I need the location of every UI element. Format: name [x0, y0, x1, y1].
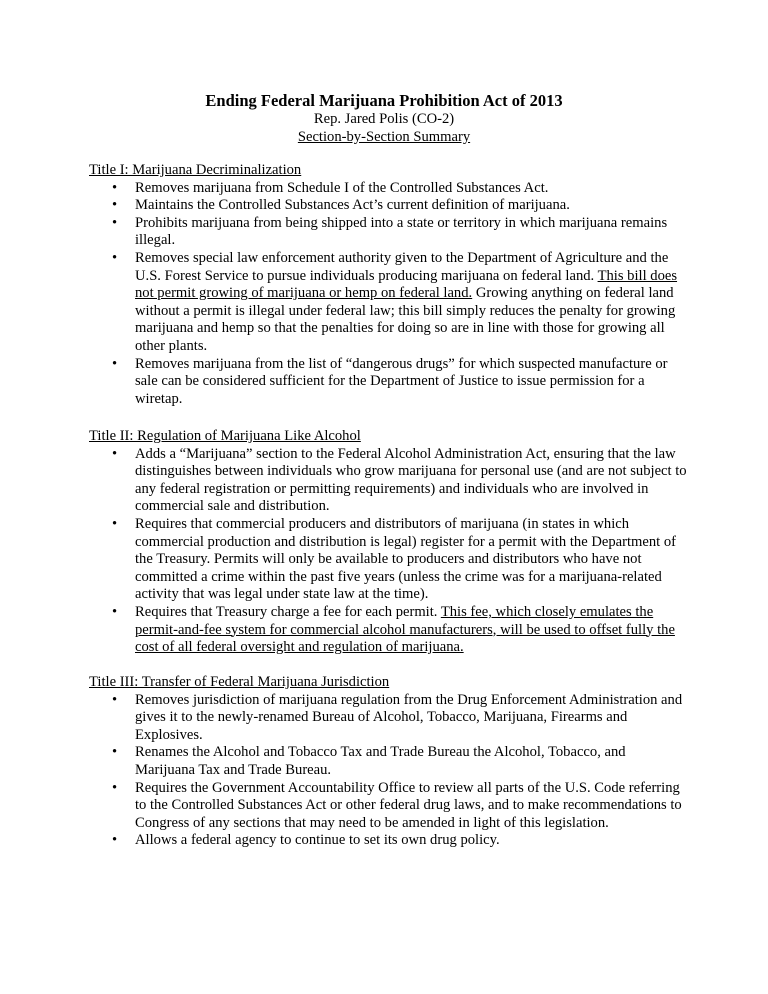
- section-title-3: [89, 674, 689, 850]
- list-item-text: Growing anything on federal land without a permit is illegal under federal law; this bill simply reduces the penalty for growing marijuana and hemp so that the penalties for doing so are in line with those for growing all other plants.: [135, 285, 676, 354]
- list-item-text: Allows a federal agency to continue to set its own drug policy.: [135, 832, 500, 849]
- sponsor-line: Rep. Jared Polis (CO-2): [313, 111, 455, 127]
- list-item-text: Renames the Alcohol and Tobacco Tax and Trade Bureau the Alcohol, Tobacco, and Marijuana Tax and Trade Bureau.: [135, 744, 626, 778]
- list-item-text: Removes marijuana from Schedule I of the Controlled Substances Act.: [135, 179, 549, 196]
- bullet-list: [89, 692, 689, 850]
- list-item: [89, 356, 689, 409]
- list-item: [89, 516, 689, 604]
- list-item: [89, 446, 689, 516]
- list-item: [89, 780, 689, 833]
- bullet-list: [89, 446, 689, 657]
- bullet-list: [89, 180, 689, 409]
- bullet-icon: •: [112, 445, 118, 462]
- list-item: [89, 832, 689, 850]
- underlined-text: This bill does not permit growing of marijuana or hemp on federal land.: [135, 267, 678, 302]
- list-item: [89, 180, 689, 198]
- section-heading: Title III: Transfer of Federal Marijuana Jurisdiction: [89, 674, 390, 690]
- bullet-icon: •: [112, 744, 118, 761]
- list-item-text: Removes jurisdiction of marijuana regulation from the Drug Enforcement Administration and gives it to the newly-renamed Bureau of Alcohol, Tobacco, Marijuana, Firearms and Explosives.: [135, 691, 683, 743]
- document-subtitle: Section-by-Section Summary: [297, 128, 471, 145]
- bullet-icon: •: [112, 779, 118, 796]
- bullet-icon: •: [112, 214, 118, 231]
- list-item: [89, 692, 689, 745]
- bullet-icon: •: [112, 691, 118, 708]
- list-item-text: Requires that Treasury charge a fee for each permit.: [135, 603, 441, 620]
- list-item: [89, 744, 689, 779]
- bullet-icon: •: [112, 355, 118, 372]
- document-header: [0, 91, 768, 147]
- list-item: [89, 604, 689, 657]
- bullet-icon: •: [112, 603, 118, 620]
- bullet-icon: •: [112, 832, 118, 849]
- list-item-text: Requires the Government Accountability Office to review all parts of the U.S. Code referring to the Controlled Substances Act or other federal drug laws, and to make recommendations to Congress of any sections that may need to be amended in light of this legislation.: [135, 779, 682, 831]
- bullet-icon: •: [112, 197, 118, 214]
- list-item-text: Removes special law enforcement authority given to the Department of Agriculture and the U.S. Forest Service to pursue individuals producing marijuana on federal land.: [135, 249, 669, 284]
- list-item: [89, 215, 689, 250]
- document-title: Ending Federal Marijuana Prohibition Act of 2013: [205, 91, 563, 110]
- underlined-text: This fee, which closely emulates the permit-and-fee system for commercial alcohol manufacturers, will be used to offset fully the cost of all federal oversight and regulation of marijuana.: [135, 603, 675, 656]
- bullet-icon: •: [112, 179, 118, 196]
- bullet-icon: •: [112, 249, 118, 266]
- list-item: [89, 250, 689, 356]
- section-title-1: [89, 162, 689, 408]
- list-item-text: Prohibits marijuana from being shipped into a state or territory in which marijuana remains illegal.: [135, 214, 668, 249]
- list-item: [89, 197, 689, 215]
- section-heading: Title II: Regulation of Marijuana Like Alcohol: [89, 428, 361, 444]
- section-title-2: [89, 428, 689, 657]
- bullet-icon: •: [112, 515, 118, 532]
- section-heading: Title I: Marijuana Decriminalization: [89, 162, 302, 178]
- list-item-text: Maintains the Controlled Substances Act’s current definition of marijuana.: [135, 197, 570, 214]
- list-item-text: Requires that commercial producers and distributors of marijuana (in states in which commercial production and distribution is legal) register for a permit with the Department of the Treasury. Permits will only be available to producers and distributors who have not committed a crime within the past five years (unless the crime was for a marijuana-related activity that was legal under state law at the time).: [135, 515, 677, 603]
- list-item-text: Adds a “Marijuana” section to the Federal Alcohol Administration Act, ensuring that the law distinguishes between individuals who grow marijuana for personal use (and are not subject to any federal registration or permitting requirements) and individuals who are involved in commercial sale and distribution.: [135, 445, 687, 515]
- list-item-text: Removes marijuana from the list of “dangerous drugs” for which suspected manufacture or sale can be considered sufficient for the Department of Justice to issue permission for a wiretap.: [135, 355, 668, 407]
